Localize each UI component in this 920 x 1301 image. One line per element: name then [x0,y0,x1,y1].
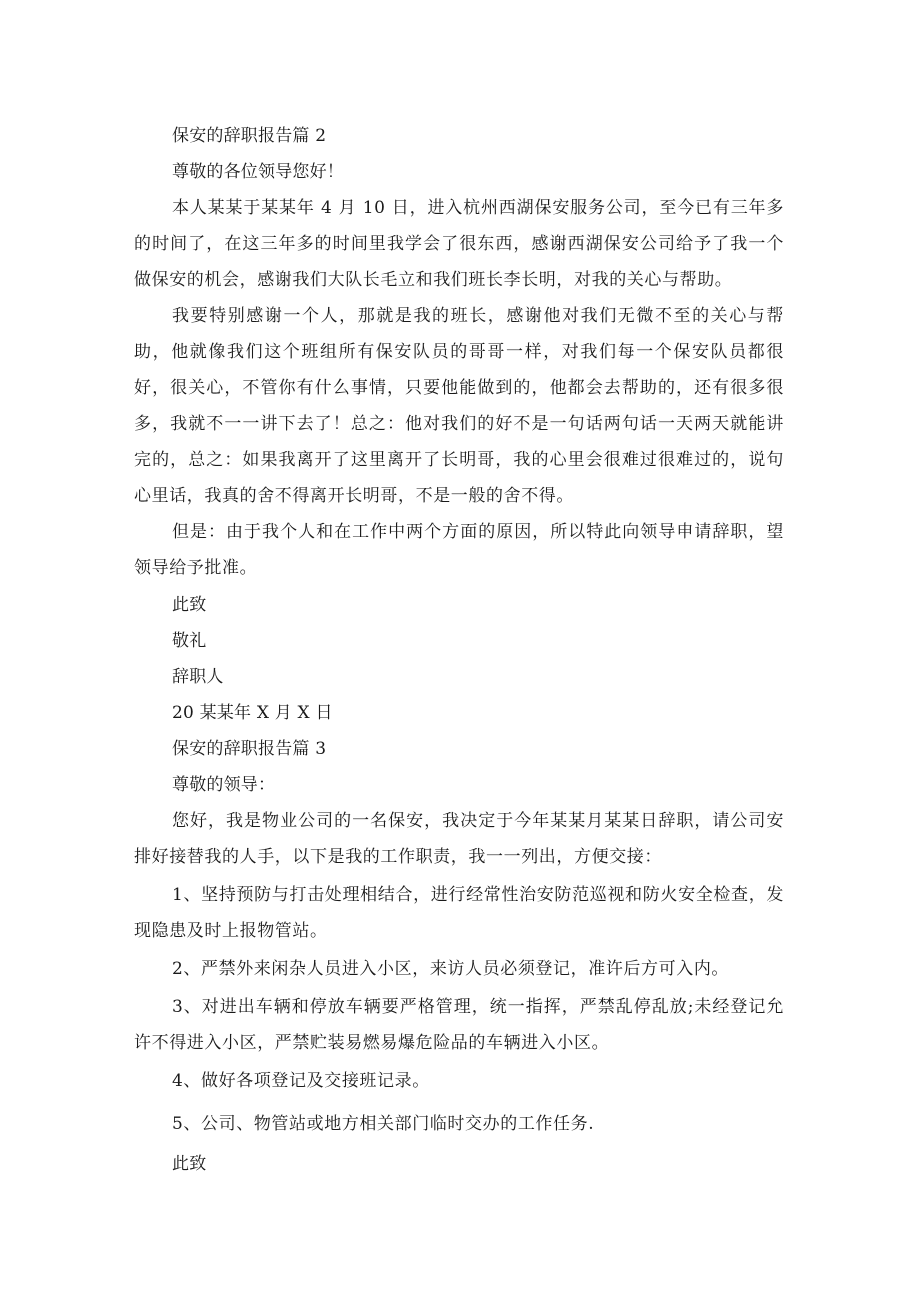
section3-item: 5、公司、物管站或地方相关部门临时交办的工作任务. [172,1114,595,1134]
section2-regards: 敬礼 [172,631,207,651]
section2-closing: 此致 [172,595,207,615]
section2-paragraph: 本人某某于某某年 4 月 10 日，进入杭州西湖保安服务公司，至今已有三年多的时间了，在这三年多的时间里我学会了很东西，感谢西湖保安公司给予了我一个做保安的机会，感谢我们大队长毛立和我们班长李长明，对我的关心与帮助。 [134,198,784,290]
section3-salutation: 尊敬的领导： [172,775,276,795]
section2-date: 20 某某年 X 月 X 日 [172,703,333,723]
section2-salutation: 尊敬的各位领导您好！ [172,162,344,182]
section2-title: 保安的辞职报告篇 2 [172,126,327,146]
section3-item: 4、做好各项登记及交接班记录。 [172,1071,430,1091]
section2-signer: 辞职人 [172,667,224,687]
section2-paragraph: 我要特别感谢一个人，那就是我的班长，感谢他对我们无微不至的关心与帮助，他就像我们这个班组所有保安队员的哥哥一样，对我们每一个保安队员都很好，很关心，不管你有什么事情，只要他能做到的，他都会去帮助的，还有很多很多，我就不一一讲下去了！总之：他对我们的好不是一句话两句话一天两天就能讲完的，总之：如果我离开了这里离开了长明哥，我的心里会很难过很难过的，说句心里话，我真的舍不得离开长明哥，不是一般的舍不得。 [134,306,784,506]
section3-item: 1、坚持预防与打击处理相结合，进行经常性治安防范巡视和防火安全检查，发现隐患及时上报物管站。 [134,885,784,941]
section3-closing: 此致 [172,1154,207,1174]
section3-intro: 您好，我是物业公司的一名保安，我决定于今年某某月某某日辞职，请公司安排好接替我的人手，以下是我的工作职责，我一一列出，方便交接： [134,811,784,867]
section2-paragraph: 但是：由于我个人和在工作中两个方面的原因，所以特此向领导申请辞职，望领导给予批准。 [134,522,784,578]
section3-item: 3、对进出车辆和停放车辆要严格管理，统一指挥，严禁乱停乱放;未经登记允许不得进入小区，严禁贮装易燃易爆危险品的车辆进入小区。 [134,997,784,1053]
section3-item: 2、严禁外来闲杂人员进入小区，来访人员必须登记，准许后方可入内。 [172,959,730,979]
section3-title: 保安的辞职报告篇 3 [172,739,327,759]
